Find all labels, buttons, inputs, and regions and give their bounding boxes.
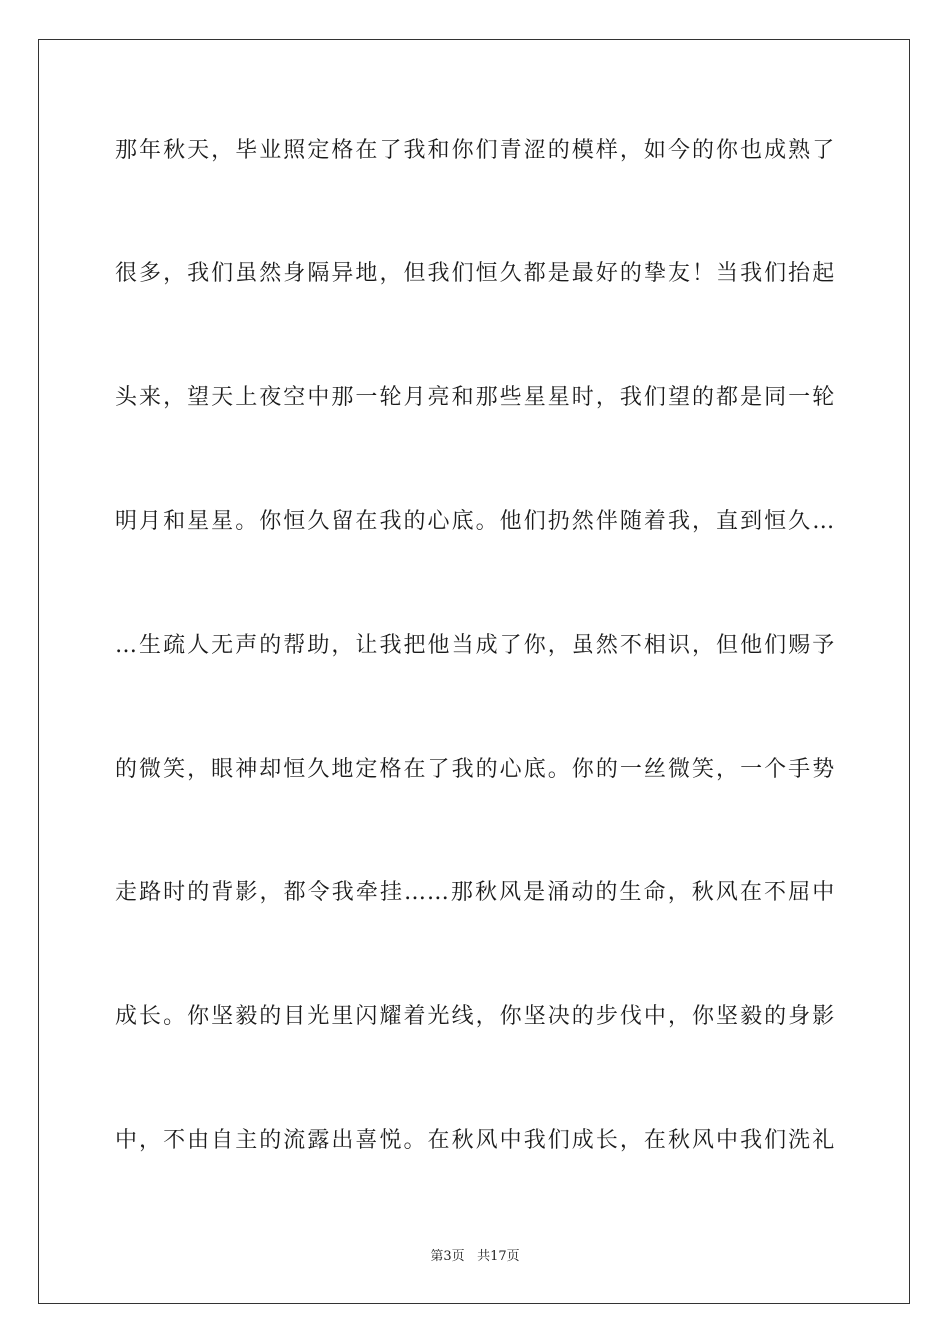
page-total: 共17页	[477, 1249, 520, 1264]
body-line: …生疏人无声的帮助，让我把他当成了你，虽然不相识，但他们赐予	[115, 633, 835, 658]
page-footer	[0, 1248, 950, 1266]
body-line: 的微笑，眼神却恒久地定格在了我的心底。你的一丝微笑，一个手势	[115, 757, 835, 782]
body-line: 明月和星星。你恒久留在我的心底。他们扔然伴随着我，直到恒久…	[115, 509, 835, 534]
body-line: 中，不由自主的流露出喜悦。在秋风中我们成长，在秋风中我们洗礼	[115, 1128, 835, 1153]
page-number: 第3页	[430, 1249, 465, 1264]
page-frame	[38, 39, 910, 1304]
body-line: 走路时的背影，都令我牵挂……那秋风是涌动的生命，秋风在不屈中	[115, 880, 835, 905]
body-line: 头来，望天上夜空中那一轮月亮和那些星星时，我们望的都是同一轮	[115, 385, 835, 410]
body-line: 成长。你坚毅的目光里闪耀着光线，你坚决的步伐中，你坚毅的身影	[115, 1004, 835, 1029]
body-line: 那年秋天，毕业照定格在了我和你们青涩的模样，如今的你也成熟了	[115, 138, 835, 163]
body-line: 很多，我们虽然身隔异地，但我们恒久都是最好的挚友！当我们抬起	[115, 261, 835, 286]
